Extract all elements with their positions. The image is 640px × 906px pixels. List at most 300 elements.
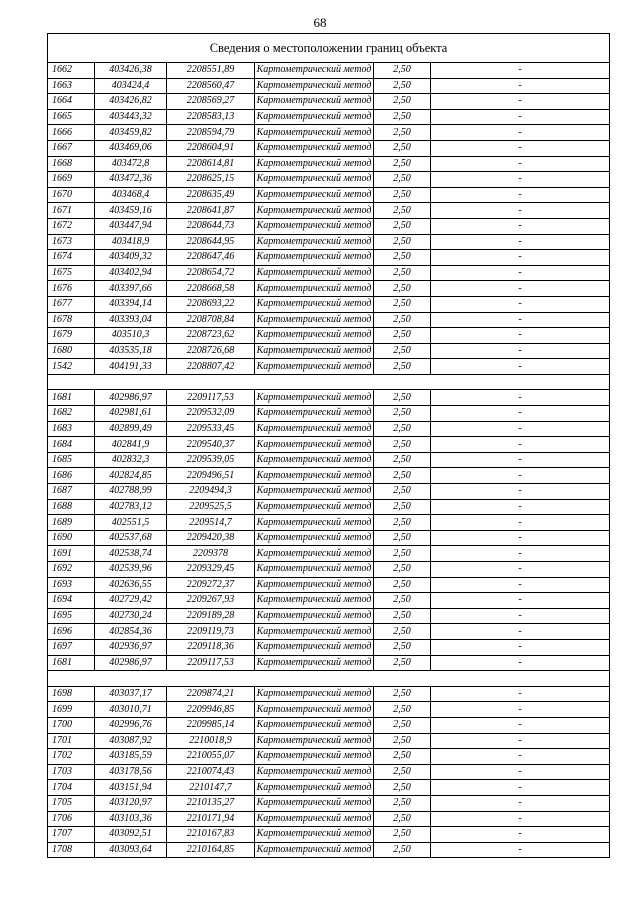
y-coordinate-cell: 2209533,45 (167, 421, 255, 437)
point-number-cell: 1681 (48, 390, 95, 406)
description-cell: - (431, 608, 610, 624)
point-number-cell: 1681 (48, 655, 95, 671)
error-cell: 2,50 (374, 250, 431, 266)
description-cell: - (431, 328, 610, 344)
description-cell: - (431, 296, 610, 312)
x-coordinate-cell: 403472,36 (95, 172, 167, 188)
table-row (48, 390, 610, 406)
y-coordinate-cell: 2209272,37 (167, 577, 255, 593)
y-coordinate-cell: 2208726,68 (167, 343, 255, 359)
y-coordinate-cell: 2209874,21 (167, 686, 255, 702)
method-cell: Картометрический метод (255, 312, 374, 328)
group-separator-row (48, 374, 610, 390)
x-coordinate-cell: 403397,66 (95, 281, 167, 297)
point-number-cell: 1670 (48, 187, 95, 203)
table-row (48, 437, 610, 453)
method-cell: Картометрический метод (255, 78, 374, 94)
y-coordinate-cell: 2209539,05 (167, 452, 255, 468)
y-coordinate-cell: 2209946,85 (167, 702, 255, 718)
description-cell: - (431, 655, 610, 671)
y-coordinate-cell: 2208647,46 (167, 250, 255, 266)
method-cell: Картометрический метод (255, 172, 374, 188)
y-coordinate-cell: 2208569,27 (167, 94, 255, 110)
error-cell: 2,50 (374, 577, 431, 593)
table-title: Сведения о местоположении границ объекта (48, 34, 610, 63)
description-cell: - (431, 234, 610, 250)
x-coordinate-cell: 402551,5 (95, 515, 167, 531)
error-cell: 2,50 (374, 702, 431, 718)
error-cell: 2,50 (374, 156, 431, 172)
point-number-cell: 1669 (48, 172, 95, 188)
description-cell: - (431, 562, 610, 578)
method-cell: Картометрический метод (255, 218, 374, 234)
method-cell: Картометрический метод (255, 842, 374, 858)
y-coordinate-cell: 2210135,27 (167, 795, 255, 811)
error-cell: 2,50 (374, 125, 431, 141)
point-number-cell: 1703 (48, 764, 95, 780)
y-coordinate-cell: 2208708,84 (167, 312, 255, 328)
table-row (48, 296, 610, 312)
y-coordinate-cell: 2209420,38 (167, 530, 255, 546)
method-cell: Картометрический метод (255, 499, 374, 515)
description-cell: - (431, 452, 610, 468)
y-coordinate-cell: 2208604,91 (167, 140, 255, 156)
method-cell: Картометрический метод (255, 437, 374, 453)
table-row (48, 624, 610, 640)
point-number-cell: 1687 (48, 484, 95, 500)
x-coordinate-cell: 403472,8 (95, 156, 167, 172)
table-row (48, 499, 610, 515)
x-coordinate-cell: 403092,51 (95, 827, 167, 843)
x-coordinate-cell: 403087,92 (95, 733, 167, 749)
description-cell: - (431, 343, 610, 359)
error-cell: 2,50 (374, 717, 431, 733)
point-number-cell: 1707 (48, 827, 95, 843)
error-cell: 2,50 (374, 187, 431, 203)
table-row (48, 484, 610, 500)
error-cell: 2,50 (374, 484, 431, 500)
point-number-cell: 1664 (48, 94, 95, 110)
point-number-cell: 1699 (48, 702, 95, 718)
x-coordinate-cell: 403103,36 (95, 811, 167, 827)
method-cell: Картометрический метод (255, 359, 374, 375)
description-cell: - (431, 499, 610, 515)
description-cell: - (431, 593, 610, 609)
point-number-cell: 1668 (48, 156, 95, 172)
error-cell: 2,50 (374, 562, 431, 578)
y-coordinate-cell: 2208644,95 (167, 234, 255, 250)
error-cell: 2,50 (374, 265, 431, 281)
method-cell: Картометрический метод (255, 156, 374, 172)
description-cell: - (431, 140, 610, 156)
table-row (48, 546, 610, 562)
method-cell: Картометрический метод (255, 296, 374, 312)
error-cell: 2,50 (374, 390, 431, 406)
description-cell: - (431, 125, 610, 141)
x-coordinate-cell: 403010,71 (95, 702, 167, 718)
description-cell: - (431, 390, 610, 406)
table-row (48, 593, 610, 609)
x-coordinate-cell: 402841,9 (95, 437, 167, 453)
table-row (48, 125, 610, 141)
point-number-cell: 1671 (48, 203, 95, 219)
x-coordinate-cell: 403459,82 (95, 125, 167, 141)
point-number-cell: 1701 (48, 733, 95, 749)
error-cell: 2,50 (374, 437, 431, 453)
error-cell: 2,50 (374, 608, 431, 624)
point-number-cell: 1678 (48, 312, 95, 328)
method-cell: Картометрический метод (255, 203, 374, 219)
point-number-cell: 1691 (48, 546, 95, 562)
y-coordinate-cell: 2210167,83 (167, 827, 255, 843)
table-row (48, 530, 610, 546)
x-coordinate-cell: 402986,97 (95, 655, 167, 671)
x-coordinate-cell: 404191,33 (95, 359, 167, 375)
point-number-cell: 1696 (48, 624, 95, 640)
method-cell: Картометрический метод (255, 827, 374, 843)
method-cell: Картометрический метод (255, 639, 374, 655)
y-coordinate-cell: 2208614,81 (167, 156, 255, 172)
x-coordinate-cell: 402730,24 (95, 608, 167, 624)
method-cell: Картометрический метод (255, 187, 374, 203)
table-row (48, 312, 610, 328)
table-row (48, 608, 610, 624)
table-row (48, 187, 610, 203)
method-cell: Картометрический метод (255, 780, 374, 796)
error-cell: 2,50 (374, 312, 431, 328)
y-coordinate-cell: 2208693,22 (167, 296, 255, 312)
method-cell: Картометрический метод (255, 733, 374, 749)
table-row (48, 140, 610, 156)
point-number-cell: 1698 (48, 686, 95, 702)
y-coordinate-cell: 2208668,58 (167, 281, 255, 297)
error-cell: 2,50 (374, 172, 431, 188)
description-cell: - (431, 749, 610, 765)
error-cell: 2,50 (374, 593, 431, 609)
method-cell: Картометрический метод (255, 484, 374, 500)
error-cell: 2,50 (374, 546, 431, 562)
error-cell: 2,50 (374, 811, 431, 827)
table-row (48, 655, 610, 671)
description-cell: - (431, 312, 610, 328)
method-cell: Картометрический метод (255, 109, 374, 125)
description-cell: - (431, 717, 610, 733)
y-coordinate-cell: 2208625,15 (167, 172, 255, 188)
x-coordinate-cell: 402986,97 (95, 390, 167, 406)
y-coordinate-cell: 2210055,07 (167, 749, 255, 765)
y-coordinate-cell: 2210018,9 (167, 733, 255, 749)
point-number-cell: 1705 (48, 795, 95, 811)
description-cell: - (431, 484, 610, 500)
point-number-cell: 1684 (48, 437, 95, 453)
error-cell: 2,50 (374, 639, 431, 655)
y-coordinate-cell: 2208594,79 (167, 125, 255, 141)
boundary-table (47, 33, 610, 858)
table-row (48, 749, 610, 765)
point-number-cell: 1667 (48, 140, 95, 156)
description-cell: - (431, 187, 610, 203)
x-coordinate-cell: 402636,55 (95, 577, 167, 593)
table-row (48, 639, 610, 655)
table-row (48, 702, 610, 718)
table-row (48, 343, 610, 359)
point-number-cell: 1688 (48, 499, 95, 515)
point-number-cell: 1683 (48, 421, 95, 437)
error-cell: 2,50 (374, 468, 431, 484)
method-cell: Картометрический метод (255, 562, 374, 578)
x-coordinate-cell: 403093,64 (95, 842, 167, 858)
description-cell: - (431, 780, 610, 796)
x-coordinate-cell: 403037,17 (95, 686, 167, 702)
point-number-cell: 1695 (48, 608, 95, 624)
method-cell: Картометрический метод (255, 421, 374, 437)
point-number-cell: 1692 (48, 562, 95, 578)
error-cell: 2,50 (374, 515, 431, 531)
method-cell: Картометрический метод (255, 343, 374, 359)
error-cell: 2,50 (374, 452, 431, 468)
point-number-cell: 1665 (48, 109, 95, 125)
x-coordinate-cell: 403394,14 (95, 296, 167, 312)
y-coordinate-cell: 2209119,73 (167, 624, 255, 640)
x-coordinate-cell: 403402,94 (95, 265, 167, 281)
description-cell: - (431, 109, 610, 125)
y-coordinate-cell: 2208654,72 (167, 265, 255, 281)
point-number-cell: 1675 (48, 265, 95, 281)
method-cell: Картометрический метод (255, 63, 374, 79)
method-cell: Картометрический метод (255, 593, 374, 609)
x-coordinate-cell: 403459,16 (95, 203, 167, 219)
point-number-cell: 1708 (48, 842, 95, 858)
method-cell: Картометрический метод (255, 390, 374, 406)
description-cell: - (431, 764, 610, 780)
method-cell: Картометрический метод (255, 546, 374, 562)
description-cell: - (431, 577, 610, 593)
y-coordinate-cell: 2210147,7 (167, 780, 255, 796)
x-coordinate-cell: 402832,3 (95, 452, 167, 468)
table-row (48, 109, 610, 125)
description-cell: - (431, 624, 610, 640)
error-cell: 2,50 (374, 733, 431, 749)
error-cell: 2,50 (374, 764, 431, 780)
table-row (48, 452, 610, 468)
error-cell: 2,50 (374, 780, 431, 796)
x-coordinate-cell: 403185,59 (95, 749, 167, 765)
table-row (48, 265, 610, 281)
x-coordinate-cell: 403468,4 (95, 187, 167, 203)
x-coordinate-cell: 403120,97 (95, 795, 167, 811)
x-coordinate-cell: 403447,94 (95, 218, 167, 234)
error-cell: 2,50 (374, 749, 431, 765)
table-row (48, 250, 610, 266)
x-coordinate-cell: 403393,04 (95, 312, 167, 328)
error-cell: 2,50 (374, 234, 431, 250)
x-coordinate-cell: 402996,76 (95, 717, 167, 733)
error-cell: 2,50 (374, 78, 431, 94)
method-cell: Картометрический метод (255, 530, 374, 546)
y-coordinate-cell: 2209329,45 (167, 562, 255, 578)
y-coordinate-cell: 2209985,14 (167, 717, 255, 733)
x-coordinate-cell: 402538,74 (95, 546, 167, 562)
x-coordinate-cell: 403426,38 (95, 63, 167, 79)
method-cell: Картометрический метод (255, 764, 374, 780)
y-coordinate-cell: 2208723,62 (167, 328, 255, 344)
y-coordinate-cell: 2208644,73 (167, 218, 255, 234)
point-number-cell: 1685 (48, 452, 95, 468)
x-coordinate-cell: 403443,32 (95, 109, 167, 125)
table-row (48, 234, 610, 250)
method-cell: Картометрический метод (255, 94, 374, 110)
group-separator-cell (48, 374, 610, 390)
x-coordinate-cell: 402729,42 (95, 593, 167, 609)
error-cell: 2,50 (374, 296, 431, 312)
point-number-cell: 1679 (48, 328, 95, 344)
method-cell: Картометрический метод (255, 717, 374, 733)
point-number-cell: 1666 (48, 125, 95, 141)
point-number-cell: 1702 (48, 749, 95, 765)
description-cell: - (431, 827, 610, 843)
point-number-cell: 1672 (48, 218, 95, 234)
method-cell: Картометрический метод (255, 577, 374, 593)
error-cell: 2,50 (374, 530, 431, 546)
table-row (48, 795, 610, 811)
x-coordinate-cell: 402981,61 (95, 406, 167, 422)
description-cell: - (431, 515, 610, 531)
description-cell: - (431, 546, 610, 562)
method-cell: Картометрический метод (255, 702, 374, 718)
error-cell: 2,50 (374, 109, 431, 125)
point-number-cell: 1706 (48, 811, 95, 827)
point-number-cell: 1697 (48, 639, 95, 655)
description-cell: - (431, 437, 610, 453)
x-coordinate-cell: 403510,3 (95, 328, 167, 344)
y-coordinate-cell: 2208583,13 (167, 109, 255, 125)
method-cell: Картометрический метод (255, 608, 374, 624)
x-coordinate-cell: 402537,68 (95, 530, 167, 546)
description-cell: - (431, 63, 610, 79)
method-cell: Картометрический метод (255, 749, 374, 765)
point-number-cell: 1704 (48, 780, 95, 796)
description-cell: - (431, 359, 610, 375)
y-coordinate-cell: 2208635,49 (167, 187, 255, 203)
y-coordinate-cell: 2209117,53 (167, 655, 255, 671)
error-cell: 2,50 (374, 140, 431, 156)
point-number-cell: 1694 (48, 593, 95, 609)
x-coordinate-cell: 403418,9 (95, 234, 167, 250)
description-cell: - (431, 172, 610, 188)
method-cell: Картометрический метод (255, 281, 374, 297)
point-number-cell: 1674 (48, 250, 95, 266)
method-cell: Картометрический метод (255, 811, 374, 827)
method-cell: Картометрический метод (255, 686, 374, 702)
y-coordinate-cell: 2208641,87 (167, 203, 255, 219)
description-cell: - (431, 468, 610, 484)
table-row (48, 94, 610, 110)
y-coordinate-cell: 2209118,36 (167, 639, 255, 655)
point-number-cell: 1542 (48, 359, 95, 375)
x-coordinate-cell: 402854,36 (95, 624, 167, 640)
method-cell: Картометрический метод (255, 795, 374, 811)
y-coordinate-cell: 2209189,28 (167, 608, 255, 624)
description-cell: - (431, 250, 610, 266)
x-coordinate-cell: 403426,82 (95, 94, 167, 110)
table-row (48, 827, 610, 843)
description-cell: - (431, 281, 610, 297)
method-cell: Картометрический метод (255, 624, 374, 640)
method-cell: Картометрический метод (255, 468, 374, 484)
table-row (48, 63, 610, 79)
y-coordinate-cell: 2210171,94 (167, 811, 255, 827)
table-row (48, 359, 610, 375)
method-cell: Картометрический метод (255, 328, 374, 344)
table-row (48, 156, 610, 172)
error-cell: 2,50 (374, 359, 431, 375)
table-row (48, 218, 610, 234)
x-coordinate-cell: 402788,99 (95, 484, 167, 500)
description-cell: - (431, 203, 610, 219)
method-cell: Картометрический метод (255, 125, 374, 141)
table-row (48, 780, 610, 796)
description-cell: - (431, 265, 610, 281)
method-cell: Картометрический метод (255, 265, 374, 281)
y-coordinate-cell: 2209494,3 (167, 484, 255, 500)
error-cell: 2,50 (374, 624, 431, 640)
table-row (48, 717, 610, 733)
table-row (48, 686, 610, 702)
description-cell: - (431, 702, 610, 718)
x-coordinate-cell: 403178,56 (95, 764, 167, 780)
table-row (48, 733, 610, 749)
error-cell: 2,50 (374, 343, 431, 359)
point-number-cell: 1673 (48, 234, 95, 250)
x-coordinate-cell: 402899,49 (95, 421, 167, 437)
group-separator-cell (48, 671, 610, 687)
table-row (48, 562, 610, 578)
method-cell: Картометрический метод (255, 140, 374, 156)
error-cell: 2,50 (374, 686, 431, 702)
description-cell: - (431, 530, 610, 546)
point-number-cell: 1686 (48, 468, 95, 484)
x-coordinate-cell: 403535,18 (95, 343, 167, 359)
point-number-cell: 1676 (48, 281, 95, 297)
method-cell: Картометрический метод (255, 515, 374, 531)
y-coordinate-cell: 2209117,53 (167, 390, 255, 406)
point-number-cell: 1693 (48, 577, 95, 593)
x-coordinate-cell: 403409,32 (95, 250, 167, 266)
y-coordinate-cell: 2208551,89 (167, 63, 255, 79)
method-cell: Картометрический метод (255, 655, 374, 671)
y-coordinate-cell: 2209378 (167, 546, 255, 562)
x-coordinate-cell: 403469,06 (95, 140, 167, 156)
table-row (48, 468, 610, 484)
error-cell: 2,50 (374, 203, 431, 219)
x-coordinate-cell: 402783,12 (95, 499, 167, 515)
description-cell: - (431, 686, 610, 702)
table-header-row (48, 34, 610, 63)
table-row (48, 203, 610, 219)
x-coordinate-cell: 402936,97 (95, 639, 167, 655)
x-coordinate-cell: 403151,94 (95, 780, 167, 796)
y-coordinate-cell: 2209532,09 (167, 406, 255, 422)
table-row (48, 764, 610, 780)
y-coordinate-cell: 2209540,37 (167, 437, 255, 453)
error-cell: 2,50 (374, 842, 431, 858)
x-coordinate-cell: 402824,85 (95, 468, 167, 484)
point-number-cell: 1690 (48, 530, 95, 546)
y-coordinate-cell: 2208560,47 (167, 78, 255, 94)
error-cell: 2,50 (374, 406, 431, 422)
error-cell: 2,50 (374, 63, 431, 79)
method-cell: Картометрический метод (255, 234, 374, 250)
